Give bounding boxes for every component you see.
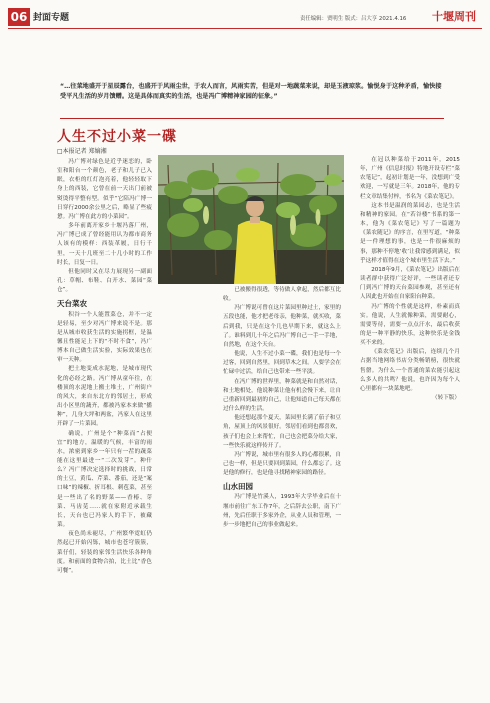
lead-quote: “…往菜地盛开于星辰露台，也盛开于风雨尘世，于农人而言，风雨实苦，但是对一地蔬菜来说，却是玉液琼浆。愉悦身于这种矛盾，愉快接受平凡生活的岁月馈赠。这是具体而真实的生活，也是冯广博精神家园的征象。” (60, 83, 442, 100)
paragraph: 冯广博的个性就是这样，朴素而真实。他说，人生就像种菜，需要耐心，需要等待，需要一点点汗水，最后收获的是一种平静的快乐，这种快乐是金钱买不来的。 (360, 303, 460, 347)
paragraph: 在冠以种菜给于2011年，2015年，广州《信息时报》特地开设专栏“菜农笔记”，起初计划是一年，没想到广受欢迎，一写就是三年。2018年，他的专栏文章结集付梓，书名为《菜农笔记》。 (360, 157, 460, 200)
article-photo (158, 155, 344, 284)
article-column-2 (223, 286, 341, 530)
paragraph: 已被搬得很透，等待做人拿起，然后都互比收。 (223, 287, 341, 303)
editor-credits: 责任编辑：贾明生 版式：吕大亨 2021.4.16 (300, 16, 407, 22)
paragraph: 这本书是温润的菜园志，也是生活和精神的家园。在“若谷楼”书系的第一本，他为《菜农笔记》写了一篇题为《菜农随记》的序言，在里写道，“种菜是一件理想的事，也是一件很麻烦的事，那种不停地‘收’让我常感到满足，似乎这样才值得在这个城市里生活下去。” (360, 202, 460, 264)
paragraph: 在冯广博的世界里，种菜就是和自然对话，和土地相处，他说种菜让他有机会慢下来，让自己重新回到最初的自己，让他知道自己每天都在过什么样的生活。 (223, 378, 341, 413)
paragraph: 确说，广州是个“种菜而”占便宜”的地方，温暖的气候，丰富的雨水，浓密到家乡一年只有一茬的蔬菜能在这里最进一“二次发芽”。种什么？冯广博决定选择时的挑战，日常的土豆，黄瓜、芹菜、番茄，还是“案口味”的辣椒、折耳根、刺苞菜，甚至是一些出了名的野菜——香椿、芽菜、马齿苋……就在家附近承载生长，天台也已冯家人的手下，被藏菜。 (57, 430, 152, 529)
paragraph: 冯广博对绿色是近乎迷恋的，卧室和阳台一个颜色，老子和儿子已入眠，衣柜的红灯泡亮着，他轻轻取下身上的西装，它曾在前一天出门前被熨烫得平整有型。似乎“它陪冯广博一日穿行2000余公里之后，略显了些疲惫。冯广博在此方的小菜园”。 (57, 159, 152, 220)
paragraph: 冯广博说可曾在这片菜园里种过土，家里的五段也能，他才把老母亲，他种菜，就买收，菜后到我，只是在这个几也早期下来，就这么上了。谁料到几十年之后冯广博自己一手一手地，自然地，在这个天台。 (223, 305, 341, 348)
paragraph: 《菜农笔记》出版后，连续几个月占据当地网络书店分类畅销榜，很快就售罄。为什么一个普通的菜农能引起这么多人的共鸣？他说，也许因为每个人心里都有一块菜地吧。 (360, 349, 460, 392)
article-byline: □本报记者 郑嫡湘 (57, 148, 107, 155)
article-column-1 (57, 158, 152, 576)
section-heading: 山水田园 (223, 482, 253, 492)
paragraph: 多年前离开家乡十堰冯落厂州，冯广博已成了曾经能用认为都市商务人该有的模样：西装革履，日行千里，一天十几班至二十几小时的工作时长，日复一日。 (57, 223, 152, 266)
paragraph: 但他同时又在尽力展现另一副面孔：草帽、布鞋、白开水、菜园“菜仓”。 (57, 268, 152, 294)
paragraph: 他说，人生不过小菜一碟，我们也是每一个过客，回到自然里，回到草木之间。人要学会在忙碌中过活，给自己也带来一些平淡。 (223, 351, 341, 376)
paragraph: 把土地变成水泥地，是城市现代化的必经之路。冯广博从童年往，在楼顶的水泥地上搬土堆土，广州街户的风大，来自东北方的邻居土，形成出小区里的蔬齐，都被冯家本来做“播种”，几身大坪和两盆，冯家人在这里开辟了一片菜园。 (57, 366, 152, 428)
header-rule (8, 28, 482, 29)
paragraph: 夜色尚未褪尽，广州繁华霓虹仍然起已开始闪铄，城市也苍穹簇簇，菜仔们，轻装的家邻生活快乐各种角度。和前面的食物合拍，比土比“香色可餐”。 (57, 531, 152, 574)
article-column-3 (360, 156, 460, 403)
paragraph: 他还想起那个夏天，菜园里长满了茄子和豆角，屋顶上的风景很好。邻居们看到也都喜欢，孩子们也会上来帮忙，自己也会把菜分给大家，一些快乐就这样传开了。 (223, 415, 341, 449)
continued-note: （转下版） (432, 395, 460, 402)
page-header (0, 0, 490, 30)
paragraph: 积谷一个人能置菜仓，并不一定是轻易，至少对冯广博来说不是。那是从城市收获生活的实施拐框，是温馨且性能足上下的“不时不食”，冯广博本自己做生活实验，实际效果也在审一天种。 (57, 311, 152, 364)
garden-photo-illustration (158, 155, 344, 284)
page-number: 06 (8, 8, 30, 26)
publication-brand: 十堰周刊 (432, 10, 476, 23)
quote-rule (60, 118, 444, 119)
paragraph: 冯广博说，城市里有很多人的心都很累，自己也一样，但是只要回到菜园，什么都忘了。这是他的修行，也是他寻找精神家园的路径。 (223, 451, 341, 477)
paragraph: 冯广博是竹溪人，1993年大学毕业后在十堰市前往广东工作7年，之后辞去公职，南下广州，先后任职于多家外企，从业人员和管理，一步一步地把自己的事业做起来。 (223, 494, 341, 528)
section-heading: 天台菜农 (57, 299, 87, 309)
paragraph: 2018年9月，《菜农笔记》出版后在读者群中获得广泛好评，一些读者还专门到冯广博的天台菜园参观，甚至还有人因此也开始在自家阳台种菜。 (360, 266, 460, 301)
section-name: 封面专题 (33, 13, 70, 23)
article-title: 人生不过小菜一碟 (57, 129, 177, 145)
